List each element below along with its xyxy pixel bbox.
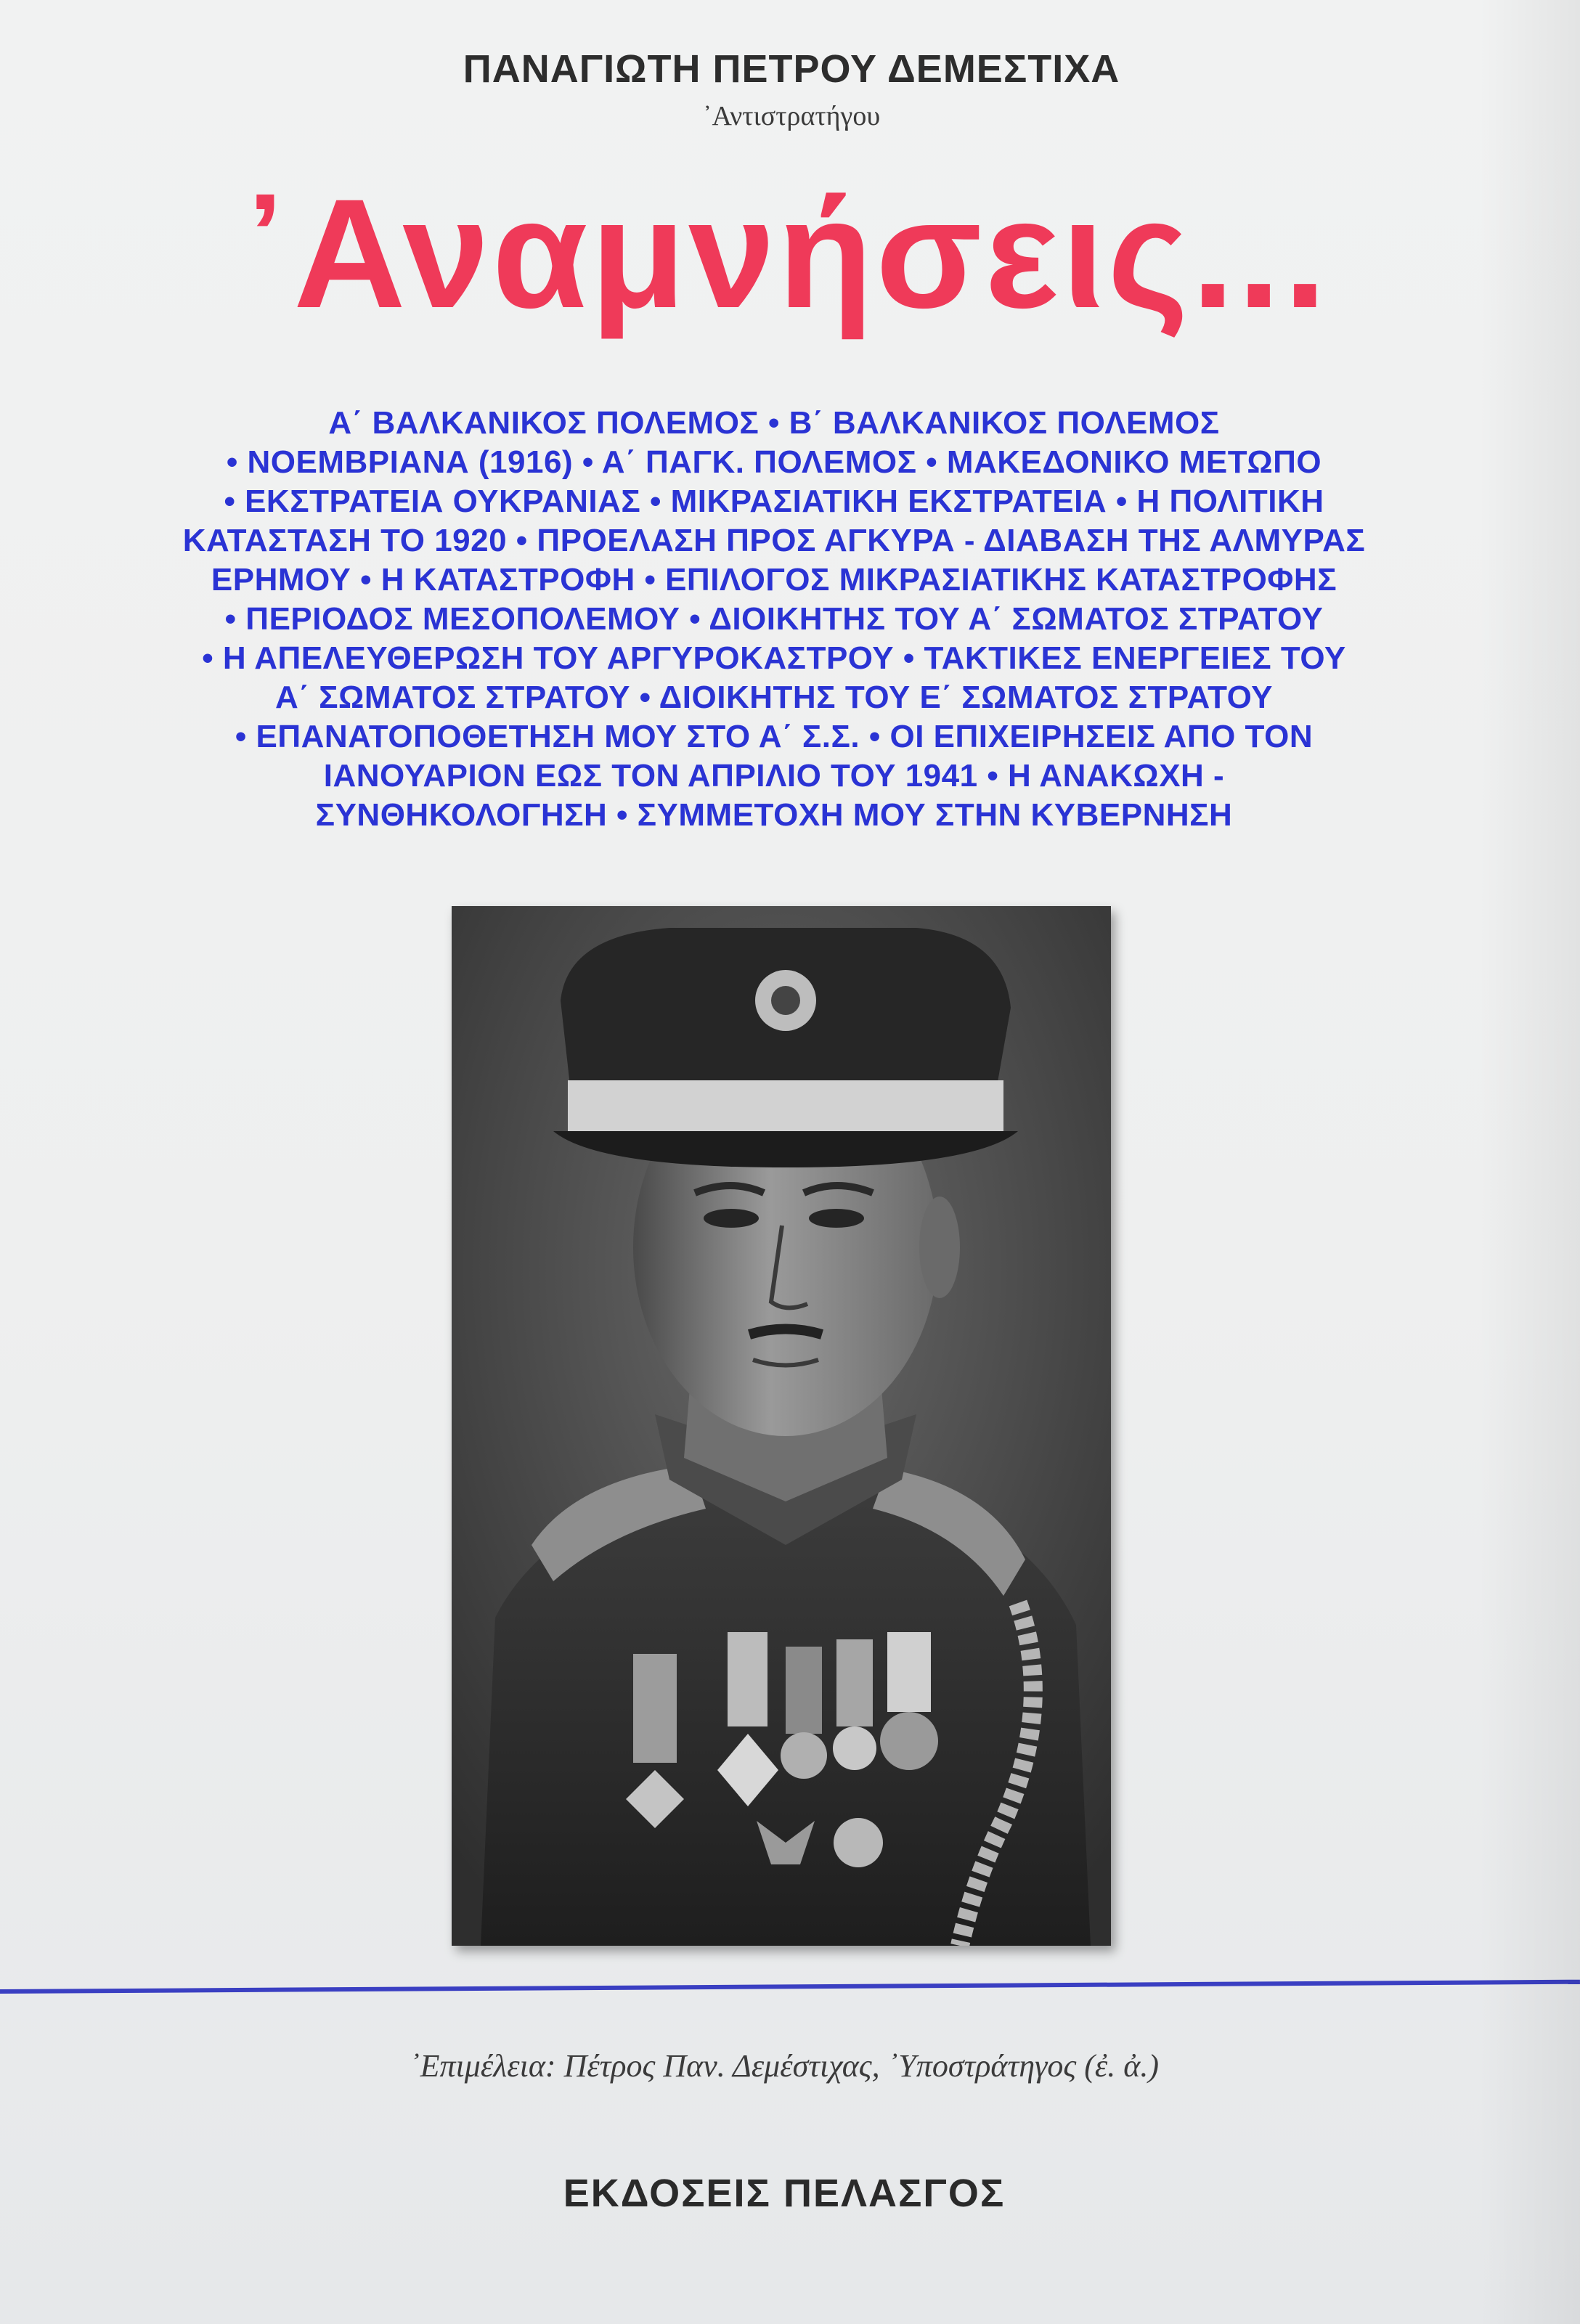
topic-line: ΕΡΗΜΟΥ • Η ΚΑΤΑΣΤΡΟΦΗ • ΕΠΙΛΟΓΟΣ ΜΙΚΡΑΣΙΑΤΙΚΗΣ ΚΑΤΑΣΤΡΟΦΗΣ (211, 562, 1337, 598)
publisher-name: ΕΚΔΟΣΕΙΣ ΠΕΛΑΣΓΟΣ (563, 2172, 1006, 2215)
topic-line: • ΕΚΣΤΡΑΤΕΙΑ ΟΥΚΡΑΝΙΑΣ • ΜΙΚΡΑΣΙΑΤΙΚΗ ΕΚΣΤΡΑΤΕΙΑ • Η ΠΟΛΙΤΙΚΗ (224, 484, 1324, 519)
author-rank: ᾿Αντιστρατήγου (702, 101, 881, 131)
topic-line: ΚΑΤΑΣΤΑΣΗ ΤΟ 1920 • ΠΡΟΕΛΑΣΗ ΠΡΟΣ ΑΓΚΥΡΑ - ΔΙΑΒΑΣΗ ΤΗΣ ΑΛΜΥΡΑΣ (182, 523, 1366, 558)
topic-line: ΙΑΝΟΥΑΡΙΟΝ ΕΩΣ ΤΟΝ ΑΠΡΙΛΙΟ ΤΟΥ 1941 • Η ΑΝΑΚΩΧΗ - (323, 758, 1225, 794)
divider-rule (0, 1980, 1580, 1994)
topic-line: Α΄ ΒΑΛΚΑΝΙΚΟΣ ΠΟΛΕΜΟΣ • Β΄ ΒΑΛΚΑΝΙΚΟΣ ΠΟΛΕΜΟΣ (328, 405, 1220, 441)
topic-line: • ΕΠΑΝΑΤΟΠΟΘΕΤΗΣΗ ΜΟΥ ΣΤΟ Α΄ Σ.Σ. • ΟΙ ΕΠΙΧΕΙΡΗΣΕΙΣ ΑΠΟ ΤΟΝ (235, 719, 1314, 754)
topic-line: Α΄ ΣΩΜΑΤΟΣ ΣΤΡΑΤΟΥ • ΔΙΟΙΚΗΤΗΣ ΤΟΥ Ε΄ ΣΩΜΑΤΟΣ ΣΤΡΑΤΟΥ (275, 680, 1273, 715)
topic-line: ΣΥΝΘΗΚΟΛΟΓΗΣΗ • ΣΥΜΜΕΤΟΧΗ ΜΟΥ ΣΤΗΝ ΚΥΒΕΡΝΗΣΗ (315, 797, 1233, 833)
cover-shadow (1478, 0, 1580, 2324)
portrait-photo (452, 906, 1111, 1946)
general-portrait-icon (452, 906, 1111, 1946)
editor-credit: ᾿Επιμέλεια: Πέτρος Παν. Δεμέστιχας, ᾿Υποστράτηγος (ἐ. ἀ.) (409, 2048, 1159, 2084)
book-title: ᾿Αναμνήσεις... (238, 167, 1330, 341)
author-name: ΠΑΝΑΓΙΩΤΗ ΠΕΤΡΟΥ ΔΕΜΕΣΤΙΧΑ (463, 47, 1120, 91)
topic-line: • ΝΟΕΜΒΡΙΑΝΑ (1916) • Α΄ ΠΑΓΚ. ΠΟΛΕΜΟΣ • ΜΑΚΕΔΟΝΙΚΟ ΜΕΤΩΠΟ (226, 444, 1322, 480)
topic-line: • Η ΑΠΕΛΕΥΘΕΡΩΣΗ ΤΟΥ ΑΡΓΥΡΟΚΑΣΤΡΟΥ • ΤΑΚΤΙΚΕΣ ΕΝΕΡΓΕΙΕΣ ΤΟΥ (202, 640, 1346, 676)
topic-line: • ΠΕΡΙΟΔΟΣ ΜΕΣΟΠΟΛΕΜΟΥ • ΔΙΟΙΚΗΤΗΣ ΤΟΥ Α΄ ΣΩΜΑΤΟΣ ΣΤΡΑΤΟΥ (224, 601, 1324, 637)
topics-list (70, 404, 1478, 835)
